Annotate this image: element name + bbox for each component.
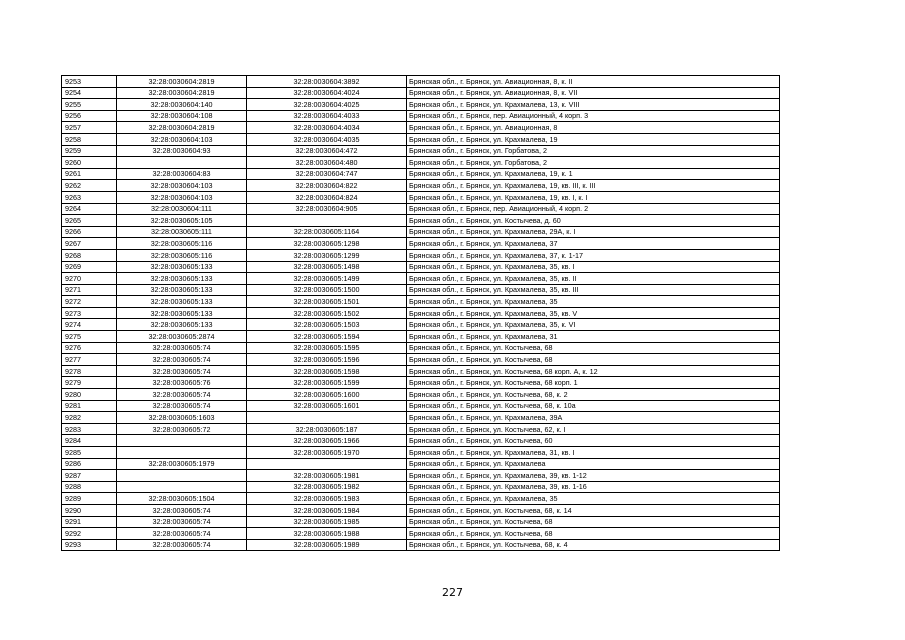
address-cell: Брянская обл., г. Брянск, ул. Крахмалева, 35 [407, 296, 780, 308]
address-cell: Брянская обл., г. Брянск, ул. Крахмалева, 35 [407, 493, 780, 505]
cadastral-number-cell: 32:28:0030604:4024 [247, 87, 407, 99]
cadastral-number-cell: 32:28:0030605:1298 [247, 238, 407, 250]
address-cell: Брянская обл., г. Брянск, ул. Костычева, 68 корп. А, к. 12 [407, 365, 780, 377]
parent-cadastral-number-cell: 32:28:0030605:133 [117, 296, 247, 308]
registry-table-body [62, 76, 780, 551]
table-row [62, 389, 780, 401]
table-row [62, 447, 780, 459]
parent-cadastral-number-cell: 32:28:0030604:140 [117, 99, 247, 111]
row-number-cell: 9255 [62, 99, 117, 111]
table-row [62, 249, 780, 261]
address-cell: Брянская обл., г. Брянск, ул. Крахмалева, 13, к. VIII [407, 99, 780, 111]
table-row [62, 342, 780, 354]
parent-cadastral-number-cell: 32:28:0030604:111 [117, 203, 247, 215]
cadastral-number-cell [247, 412, 407, 424]
parent-cadastral-number-cell: 32:28:0030604:83 [117, 168, 247, 180]
parent-cadastral-number-cell [117, 435, 247, 447]
address-cell: Брянская обл., г. Брянск, ул. Костычева, 68 корп. 1 [407, 377, 780, 389]
table-row [62, 215, 780, 227]
address-cell: Брянская обл., г. Брянск, ул. Костычева, 68 [407, 528, 780, 540]
row-number-cell: 9267 [62, 238, 117, 250]
cadastral-number-cell: 32:28:0030605:1982 [247, 481, 407, 493]
cadastral-number-cell: 32:28:0030604:4025 [247, 99, 407, 111]
table-row [62, 191, 780, 203]
cadastral-number-cell [247, 458, 407, 470]
parent-cadastral-number-cell: 32:28:0030605:2874 [117, 331, 247, 343]
cadastral-number-cell: 32:28:0030605:1498 [247, 261, 407, 273]
parent-cadastral-number-cell: 32:28:0030605:74 [117, 389, 247, 401]
table-row [62, 307, 780, 319]
row-number-cell: 9290 [62, 504, 117, 516]
row-number-cell: 9253 [62, 76, 117, 88]
table-row [62, 528, 780, 540]
cadastral-number-cell: 32:28:0030605:1499 [247, 273, 407, 285]
cadastral-number-cell: 32:28:0030605:1984 [247, 504, 407, 516]
address-cell: Брянская обл., г. Брянск, ул. Костычева, 68, к. 10а [407, 400, 780, 412]
address-cell: Брянская обл., г. Брянск, ул. Костычева, 62, к. I [407, 423, 780, 435]
table-row [62, 377, 780, 389]
row-number-cell: 9275 [62, 331, 117, 343]
table-row [62, 412, 780, 424]
parent-cadastral-number-cell: 32:28:0030605:133 [117, 319, 247, 331]
cadastral-registry-table [61, 75, 780, 551]
address-cell: Брянская обл., г. Брянск, ул. Крахмалева, 31, кв. I [407, 447, 780, 459]
table-row [62, 481, 780, 493]
table-row [62, 261, 780, 273]
address-cell: Брянская обл., г. Брянск, ул. Авиационная, 8 [407, 122, 780, 134]
parent-cadastral-number-cell [117, 481, 247, 493]
row-number-cell: 9283 [62, 423, 117, 435]
parent-cadastral-number-cell: 32:28:0030604:93 [117, 145, 247, 157]
row-number-cell: 9276 [62, 342, 117, 354]
row-number-cell: 9257 [62, 122, 117, 134]
address-cell: Брянская обл., г. Брянск, ул. Авиационная, 8, к. II [407, 76, 780, 88]
parent-cadastral-number-cell: 32:28:0030605:1979 [117, 458, 247, 470]
table-row [62, 284, 780, 296]
cadastral-number-cell: 32:28:0030604:4034 [247, 122, 407, 134]
table-row [62, 157, 780, 169]
row-number-cell: 9278 [62, 365, 117, 377]
table-row [62, 76, 780, 88]
row-number-cell: 9269 [62, 261, 117, 273]
row-number-cell: 9270 [62, 273, 117, 285]
cadastral-number-cell: 32:28:0030605:1983 [247, 493, 407, 505]
row-number-cell: 9287 [62, 470, 117, 482]
row-number-cell: 9289 [62, 493, 117, 505]
cadastral-number-cell: 32:28:0030605:1970 [247, 447, 407, 459]
cadastral-number-cell: 32:28:0030605:1500 [247, 284, 407, 296]
row-number-cell: 9288 [62, 481, 117, 493]
address-cell: Брянская обл., г. Брянск, ул. Горбатова, 2 [407, 157, 780, 169]
cadastral-number-cell: 32:28:0030605:1502 [247, 307, 407, 319]
cadastral-number-cell: 32:28:0030605:1599 [247, 377, 407, 389]
address-cell: Брянская обл., г. Брянск, ул. Крахмалева, 37 [407, 238, 780, 250]
cadastral-number-cell: 32:28:0030604:480 [247, 157, 407, 169]
table-row [62, 423, 780, 435]
address-cell: Брянская обл., г. Брянск, ул. Крахмалева, 31 [407, 331, 780, 343]
row-number-cell: 9292 [62, 528, 117, 540]
table-row [62, 470, 780, 482]
address-cell: Брянская обл., г. Брянск, ул. Крахмалева, 35, кв. I [407, 261, 780, 273]
address-cell: Брянская обл., г. Брянск, ул. Крахмалева, 35, кв. II [407, 273, 780, 285]
address-cell: Брянская обл., г. Брянск, ул. Крахмалева, 19, кв. I, к. I [407, 191, 780, 203]
cadastral-number-cell: 32:28:0030605:1600 [247, 389, 407, 401]
table-row [62, 319, 780, 331]
table-row [62, 87, 780, 99]
row-number-cell: 9271 [62, 284, 117, 296]
row-number-cell: 9272 [62, 296, 117, 308]
table-row [62, 203, 780, 215]
parent-cadastral-number-cell: 32:28:0030605:74 [117, 516, 247, 528]
row-number-cell: 9260 [62, 157, 117, 169]
cadastral-number-cell: 32:28:0030605:1988 [247, 528, 407, 540]
parent-cadastral-number-cell: 32:28:0030605:133 [117, 307, 247, 319]
address-cell: Брянская обл., г. Брянск, ул. Крахмалева, 35, кв. V [407, 307, 780, 319]
row-number-cell: 9258 [62, 133, 117, 145]
cadastral-number-cell: 32:28:0030604:4033 [247, 110, 407, 122]
table-row [62, 365, 780, 377]
parent-cadastral-number-cell: 32:28:0030604:108 [117, 110, 247, 122]
cadastral-number-cell: 32:28:0030605:1985 [247, 516, 407, 528]
address-cell: Брянская обл., г. Брянск, пер. Авиационный, 4 корп. 3 [407, 110, 780, 122]
parent-cadastral-number-cell: 32:28:0030605:74 [117, 354, 247, 366]
cadastral-number-cell: 32:28:0030604:4035 [247, 133, 407, 145]
cadastral-number-cell: 32:28:0030605:1164 [247, 226, 407, 238]
parent-cadastral-number-cell: 32:28:0030605:133 [117, 261, 247, 273]
address-cell: Брянская обл., г. Брянск, ул. Крахмалева, 39, кв. 1-16 [407, 481, 780, 493]
address-cell: Брянская обл., г. Брянск, ул. Крахмалева [407, 458, 780, 470]
parent-cadastral-number-cell: 32:28:0030605:74 [117, 342, 247, 354]
parent-cadastral-number-cell: 32:28:0030605:74 [117, 528, 247, 540]
cadastral-number-cell: 32:28:0030604:905 [247, 203, 407, 215]
parent-cadastral-number-cell: 32:28:0030605:74 [117, 365, 247, 377]
row-number-cell: 9285 [62, 447, 117, 459]
row-number-cell: 9274 [62, 319, 117, 331]
address-cell: Брянская обл., г. Брянск, ул. Костычева, 68, к. 4 [407, 539, 780, 551]
table-row [62, 238, 780, 250]
cadastral-number-cell: 32:28:0030605:1598 [247, 365, 407, 377]
cadastral-number-cell: 32:28:0030604:747 [247, 168, 407, 180]
address-cell: Брянская обл., г. Брянск, ул. Крахмалева, 19, к. 1 [407, 168, 780, 180]
address-cell: Брянская обл., г. Брянск, ул. Костычева, 68 [407, 354, 780, 366]
cadastral-number-cell: 32:28:0030605:1601 [247, 400, 407, 412]
row-number-cell: 9268 [62, 249, 117, 261]
parent-cadastral-number-cell [117, 470, 247, 482]
table-row [62, 458, 780, 470]
address-cell: Брянская обл., г. Брянск, пер. Авиационный, 4 корп. 2 [407, 203, 780, 215]
cadastral-number-cell: 32:28:0030604:824 [247, 191, 407, 203]
address-cell: Брянская обл., г. Брянск, ул. Крахмалева, 19 [407, 133, 780, 145]
address-cell: Брянская обл., г. Брянск, ул. Костычева, 68 [407, 342, 780, 354]
table-row [62, 122, 780, 134]
row-number-cell: 9263 [62, 191, 117, 203]
row-number-cell: 9262 [62, 180, 117, 192]
address-cell: Брянская обл., г. Брянск, ул. Костычева, 60 [407, 435, 780, 447]
parent-cadastral-number-cell: 32:28:0030604:2819 [117, 87, 247, 99]
cadastral-number-cell: 32:28:0030605:1989 [247, 539, 407, 551]
row-number-cell: 9265 [62, 215, 117, 227]
parent-cadastral-number-cell: 32:28:0030605:133 [117, 273, 247, 285]
parent-cadastral-number-cell: 32:28:0030605:133 [117, 284, 247, 296]
address-cell: Брянская обл., г. Брянск, ул. Авиационная, 8, к. VII [407, 87, 780, 99]
table-row [62, 400, 780, 412]
parent-cadastral-number-cell: 32:28:0030605:74 [117, 539, 247, 551]
parent-cadastral-number-cell: 32:28:0030605:74 [117, 504, 247, 516]
address-cell: Брянская обл., г. Брянск, ул. Крахмалева, 35, к. VI [407, 319, 780, 331]
table-row [62, 110, 780, 122]
row-number-cell: 9279 [62, 377, 117, 389]
table-row [62, 226, 780, 238]
cadastral-number-cell: 32:28:0030605:1299 [247, 249, 407, 261]
table-row [62, 273, 780, 285]
row-number-cell: 9264 [62, 203, 117, 215]
table-row [62, 180, 780, 192]
row-number-cell: 9256 [62, 110, 117, 122]
parent-cadastral-number-cell: 32:28:0030604:103 [117, 180, 247, 192]
table-row [62, 331, 780, 343]
table-row [62, 354, 780, 366]
cadastral-number-cell: 32:28:0030604:472 [247, 145, 407, 157]
address-cell: Брянская обл., г. Брянск, ул. Костычева, 68 [407, 516, 780, 528]
parent-cadastral-number-cell [117, 157, 247, 169]
address-cell: Брянская обл., г. Брянск, ул. Костычева, д. 60 [407, 215, 780, 227]
parent-cadastral-number-cell: 32:28:0030604:103 [117, 133, 247, 145]
table-row [62, 435, 780, 447]
address-cell: Брянская обл., г. Брянск, ул. Крахмалева, 29А, к. I [407, 226, 780, 238]
cadastral-number-cell: 32:28:0030605:1596 [247, 354, 407, 366]
address-cell: Брянская обл., г. Брянск, ул. Костычева, 68, к. 14 [407, 504, 780, 516]
address-cell: Брянская обл., г. Брянск, ул. Горбатова, 2 [407, 145, 780, 157]
table-row [62, 493, 780, 505]
row-number-cell: 9286 [62, 458, 117, 470]
row-number-cell: 9293 [62, 539, 117, 551]
parent-cadastral-number-cell: 32:28:0030605:116 [117, 238, 247, 250]
cadastral-number-cell: 32:28:0030604:822 [247, 180, 407, 192]
address-cell: Брянская обл., г. Брянск, ул. Крахмалева, 39А [407, 412, 780, 424]
table-row [62, 168, 780, 180]
address-cell: Брянская обл., г. Брянск, ул. Крахмалева, 19, кв. III, к. III [407, 180, 780, 192]
cadastral-number-cell [247, 215, 407, 227]
row-number-cell: 9280 [62, 389, 117, 401]
row-number-cell: 9254 [62, 87, 117, 99]
parent-cadastral-number-cell: 32:28:0030605:1603 [117, 412, 247, 424]
table-row [62, 296, 780, 308]
row-number-cell: 9284 [62, 435, 117, 447]
address-cell: Брянская обл., г. Брянск, ул. Крахмалева, 39, кв. 1-12 [407, 470, 780, 482]
parent-cadastral-number-cell: 32:28:0030605:74 [117, 400, 247, 412]
table-row [62, 99, 780, 111]
table-row [62, 516, 780, 528]
address-cell: Брянская обл., г. Брянск, ул. Крахмалева, 37, к. 1-17 [407, 249, 780, 261]
address-cell: Брянская обл., г. Брянск, ул. Крахмалева, 35, кв. III [407, 284, 780, 296]
cadastral-number-cell: 32:28:0030605:1595 [247, 342, 407, 354]
parent-cadastral-number-cell: 32:28:0030605:76 [117, 377, 247, 389]
row-number-cell: 9281 [62, 400, 117, 412]
row-number-cell: 9277 [62, 354, 117, 366]
cadastral-number-cell: 32:28:0030605:1966 [247, 435, 407, 447]
page-number: 227 [442, 586, 463, 599]
cadastral-number-cell: 32:28:0030605:1594 [247, 331, 407, 343]
table-row [62, 145, 780, 157]
cadastral-number-cell: 32:28:0030605:1981 [247, 470, 407, 482]
parent-cadastral-number-cell: 32:28:0030604:103 [117, 191, 247, 203]
row-number-cell: 9266 [62, 226, 117, 238]
row-number-cell: 9291 [62, 516, 117, 528]
address-cell: Брянская обл., г. Брянск, ул. Костычева, 68, к. 2 [407, 389, 780, 401]
table-row [62, 539, 780, 551]
row-number-cell: 9259 [62, 145, 117, 157]
cadastral-number-cell: 32:28:0030605:187 [247, 423, 407, 435]
cadastral-number-cell: 32:28:0030605:1503 [247, 319, 407, 331]
parent-cadastral-number-cell: 32:28:0030604:2819 [117, 76, 247, 88]
cadastral-number-cell: 32:28:0030604:3892 [247, 76, 407, 88]
parent-cadastral-number-cell: 32:28:0030605:72 [117, 423, 247, 435]
row-number-cell: 9261 [62, 168, 117, 180]
parent-cadastral-number-cell: 32:28:0030605:105 [117, 215, 247, 227]
table-row [62, 133, 780, 145]
row-number-cell: 9273 [62, 307, 117, 319]
parent-cadastral-number-cell: 32:28:0030605:1504 [117, 493, 247, 505]
table-row [62, 504, 780, 516]
parent-cadastral-number-cell: 32:28:0030605:111 [117, 226, 247, 238]
row-number-cell: 9282 [62, 412, 117, 424]
parent-cadastral-number-cell: 32:28:0030604:2819 [117, 122, 247, 134]
parent-cadastral-number-cell [117, 447, 247, 459]
cadastral-number-cell: 32:28:0030605:1501 [247, 296, 407, 308]
parent-cadastral-number-cell: 32:28:0030605:116 [117, 249, 247, 261]
